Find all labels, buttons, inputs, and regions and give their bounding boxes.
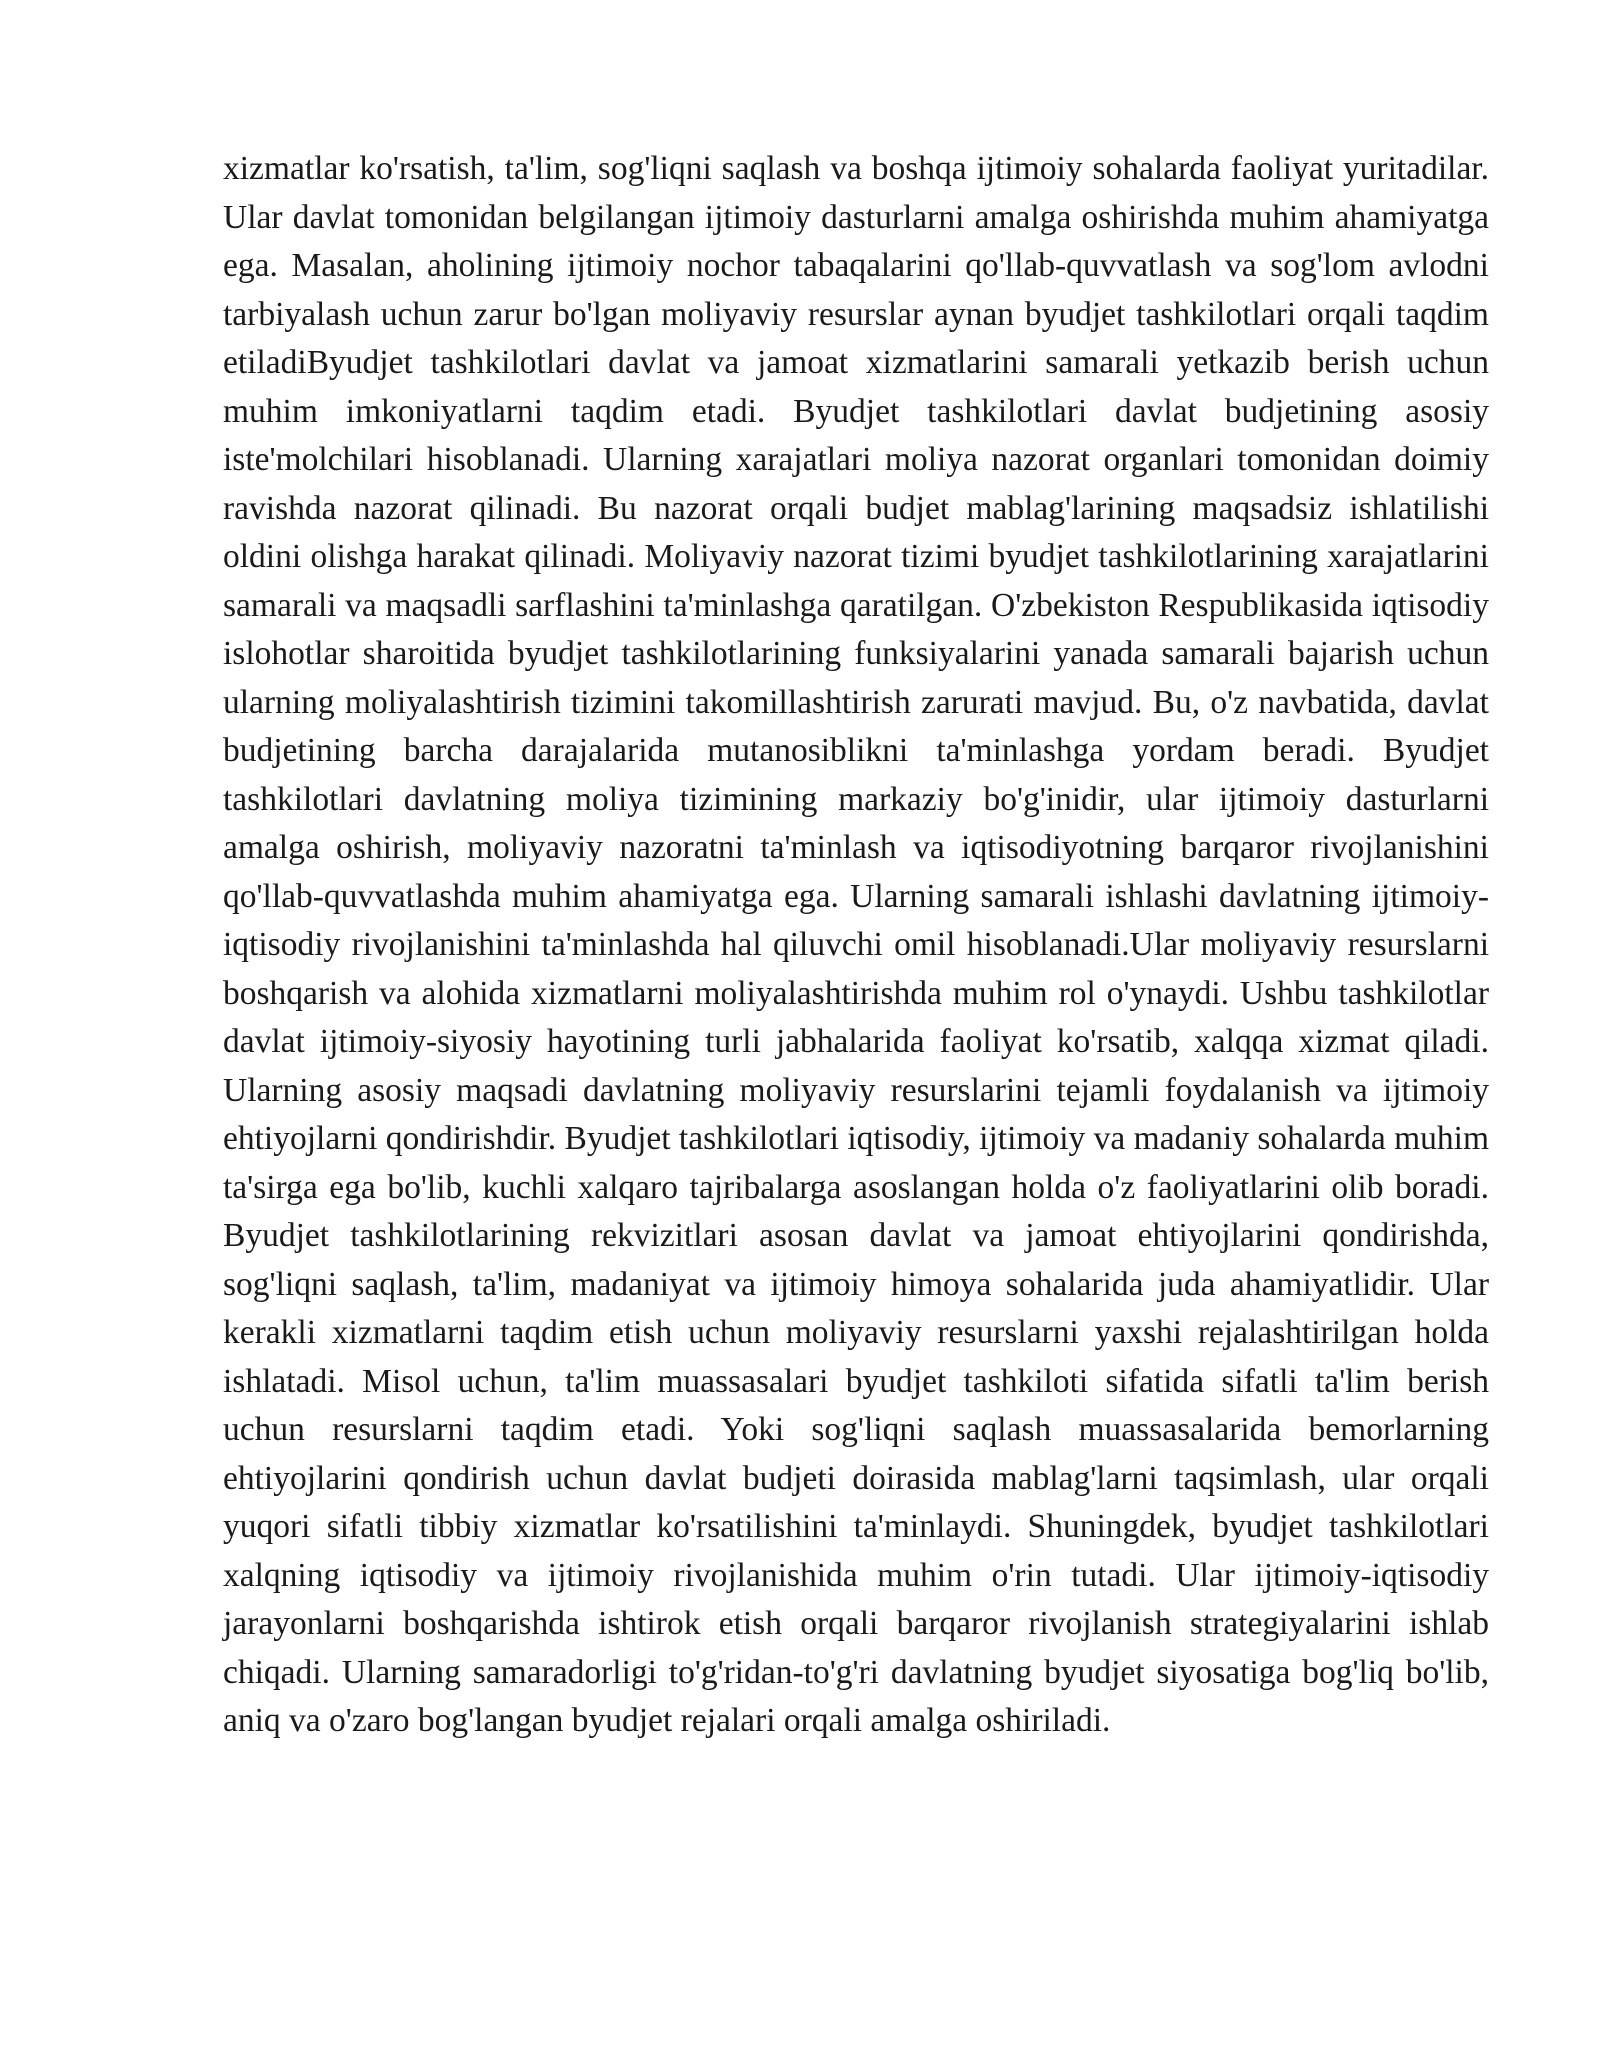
body-paragraph: xizmatlar ko'rsatish, ta'lim, sog'liqni saqlash va boshqa ijtimoiy sohalarda faoliyat yuritadilar. Ular davlat tomonidan belgilangan ijtimoiy dasturlarni amalga oshirishda muhim ahamiyatga ega. Masalan, aholining ijtimoiy nochor tabaqalarini qo'llab-quvvatlash va sog'lom avlodni tarbiyalash uchun zarur bo'lgan moliyaviy resurslar aynan byudjet tashkilotlari orqali taqdim etiladiByudjet tashkilotlari davlat va jamoat xizmatlarini samarali yetkazib berish uchun muhim imkoniyatlarni taqdim etadi. Byudjet tashkilotlari davlat budjetining asosiy iste'molchilari hisoblanadi. Ularning xarajatlari moliya nazorat organlari tomonidan doimiy ravishda nazorat qilinadi. Bu nazorat orqali budjet mablag'larining maqsadsiz ishlatilishi oldini olishga harakat qilinadi. Moliyaviy nazorat tizimi byudjet tashkilotlarining xarajatlarini samarali va maqsadli sarflashini ta'minlashga qaratilgan. O'zbekiston Respublikasida iqtisodiy islohotlar sharoitida byudjet tashkilotlarining funksiyalarini yanada samarali bajarish uchun ularning moliyalashtirish tizimini takomillashtirish zarurati mavjud. Bu, o'z navbatida, davlat budjetining barcha darajalarida mutanosiblikni ta'minlashga yordam beradi. Byudjet tashkilotlari davlatning moliya tizimining markaziy bo'g'inidir, ular ijtimoiy dasturlarni amalga oshirish, moliyaviy nazoratni ta'minlash va iqtisodiyotning barqaror rivojlanishini qo'llab-quvvatlashda muhim ahamiyatga ega. Ularning samarali ishlashi davlatning ijtimoiy-iqtisodiy rivojlanishini ta'minlashda hal qiluvchi omil hisoblanadi.Ular moliyaviy resurslarni boshqarish va alohida xizmatlarni moliyalashtirishda muhim rol o'ynaydi. Ushbu tashkilotlar davlat ijtimoiy-siyosiy hayotining turli jabhalarida faoliyat ko'rsatib, xalqqa xizmat qiladi. Ularning asosiy maqsadi davlatning moliyaviy resurslarini tejamli foydalanish va ijtimoiy ehtiyojlarni qondirishdir. Byudjet tashkilotlari iqtisodiy, ijtimoiy va madaniy sohalarda muhim ta'sirga ega bo'lib, kuchli xalqaro tajribalarga asoslangan holda o'z faoliyatlarini olib boradi. Byudjet tashkilotlarining rekvizitlari asosan davlat va jamoat ehtiyojlarini qondirishda, sog'liqni saqlash, ta'lim, madaniyat va ijtimoiy himoya sohalarida juda ahamiyatlidir. Ular kerakli xizmatlarni taqdim etish uchun moliyaviy resurslarni yaxshi rejalashtirilgan holda ishlatadi. Misol uchun, ta'lim muassasalari byudjet tashkiloti sifatida sifatli ta'lim berish uchun resurslarni taqdim etadi. Yoki sog'liqni saqlash muassasalarida bemorlarning ehtiyojlarini qondirish uchun davlat budjeti doirasida mablag'larni taqsimlash, ular orqali yuqori sifatli tibbiy xizmatlar ko'rsatilishini ta'minlaydi. Shuningdek, byudjet tashkilotlari xalqning iqtisodiy va ijtimoiy rivojlanishida muhim o'rin tutadi. Ular ijtimoiy-iqtisodiy jarayonlarni boshqarishda ishtirok etish orqali barqaror rivojlanish strategiyalarini ishlab chiqadi. Ularning samaradorligi to'g'ridan-to'g'ri davlatning byudjet siyosatiga bog'liq bo'lib, aniq va o'zaro bog'langan byudjet rejalari orqali amalga oshiriladi. [223,150,1490,1739]
